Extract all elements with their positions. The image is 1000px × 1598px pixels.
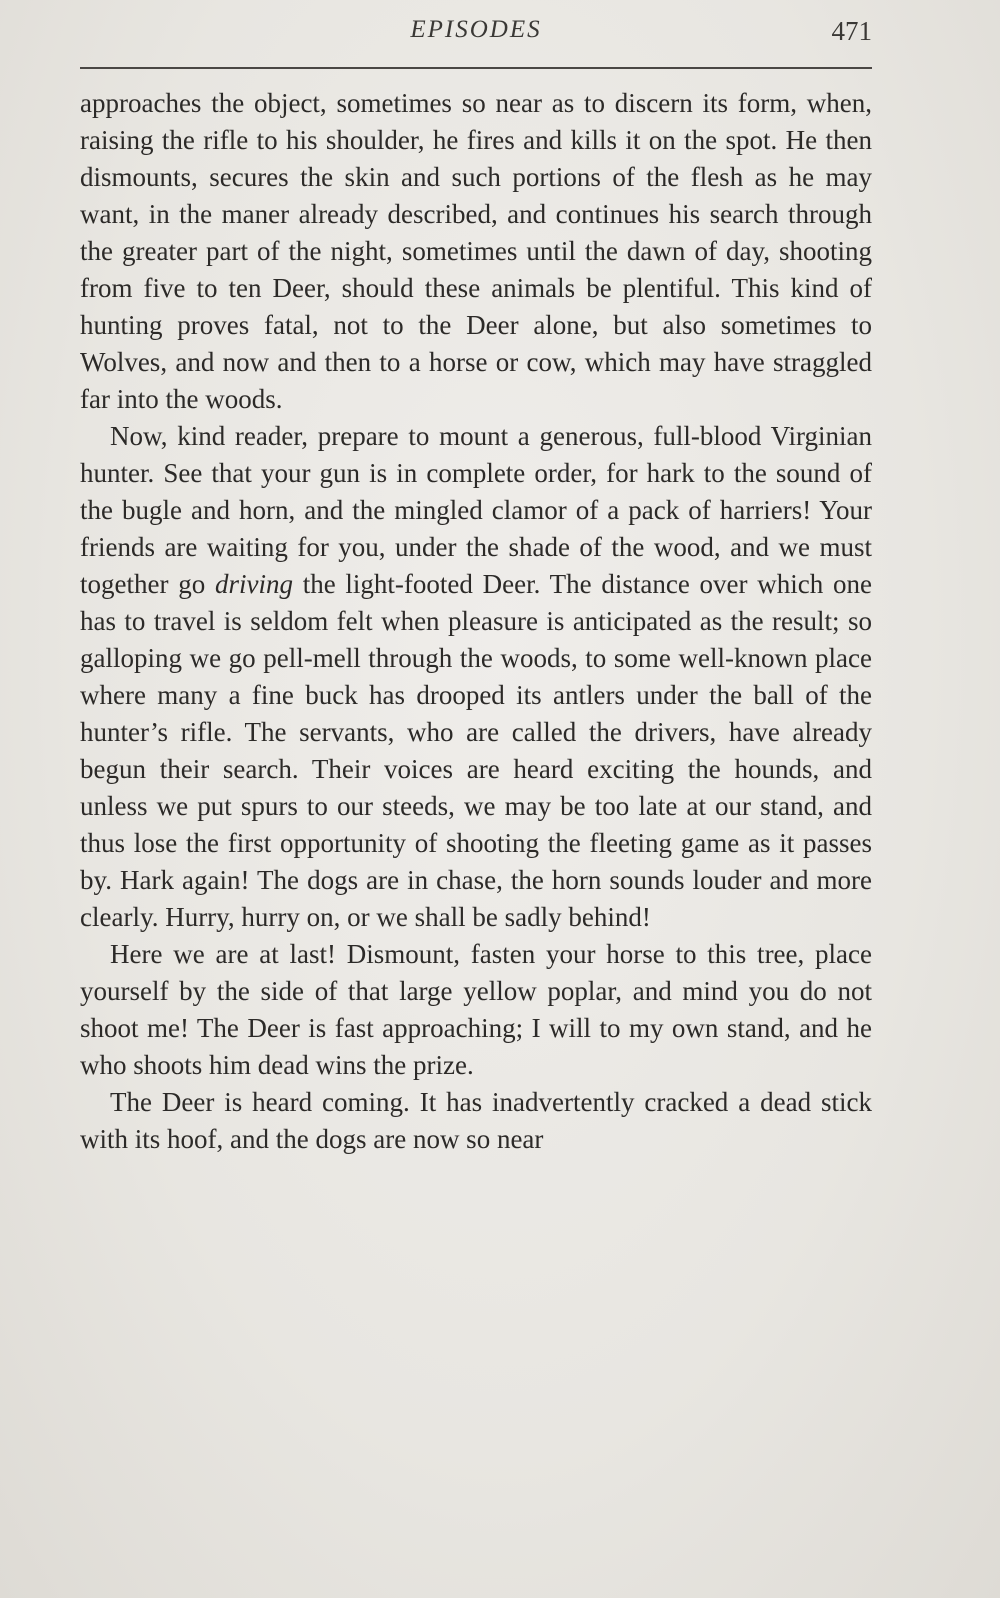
page-number: 471	[831, 16, 872, 46]
paragraph-4	[80, 1084, 872, 1158]
header-rule	[80, 67, 872, 69]
paragraph-2-text-b: the light-footed Deer. The distance over which one has to travel is seldom felt when pleasure is anticipated as the result; so galloping we go pell-mell through the woods, to some well-known place where many a fine buck has drooped its antlers under the ball of the hunter’s rifle. The servants, who are called the drivers, have already begun their search. Their voices are heard exciting the hounds, and unless we put spurs to our steeds, we may be too late at our stand, and thus lose the first opportunity of shooting the fleeting game as it passes by. Hark again! The dogs are in chase, the horn sounds louder and more clearly. Hurry, hurry on, or we shall be sadly behind!	[80, 569, 872, 932]
paragraph-2-text-a: Now, kind reader, prepare to mount a generous, full-blood Virginian hunter. See that your gun is in complete order, for hark to the sound of the bugle and horn, and the mingled clamor of a pack of harriers! Your friends are waiting for you, under the shade of the wood, and we must together go	[80, 421, 872, 599]
paragraph-2	[80, 418, 872, 936]
paragraph-3	[80, 936, 872, 1084]
paragraph-1-text: approaches the object, sometimes so near as to discern its form, when, raising the rifle to his shoulder, he fires and kills it on the spot. He then dismounts, secures the skin and such portions of the flesh as he may want, in the maner already described, and continues his search through the greater part of the night, sometimes until the dawn of day, shooting from five to ten Deer, should these animals be plentiful. This kind of hunting proves fatal, not to the Deer alone, but also sometimes to Wolves, and now and then to a horse or cow, which may have straggled far into the woods.	[80, 88, 872, 414]
paragraph-4-text: The Deer is heard coming. It has inadvertently cracked a dead stick with its hoof, and the dogs are now so near	[80, 1087, 872, 1154]
body-text	[80, 85, 872, 1158]
paragraph-1	[80, 85, 872, 418]
running-title: EPISODES	[410, 16, 542, 43]
italic-word-driving: driving	[214, 569, 293, 599]
paragraph-3-text: Here we are at last! Dismount, fasten your horse to this tree, place yourself by the side of that large yellow poplar, and mind you do not shoot me! The Deer is fast approaching; I will to my own stand, and he who shoots him dead wins the prize.	[80, 939, 872, 1080]
running-head	[80, 16, 872, 56]
